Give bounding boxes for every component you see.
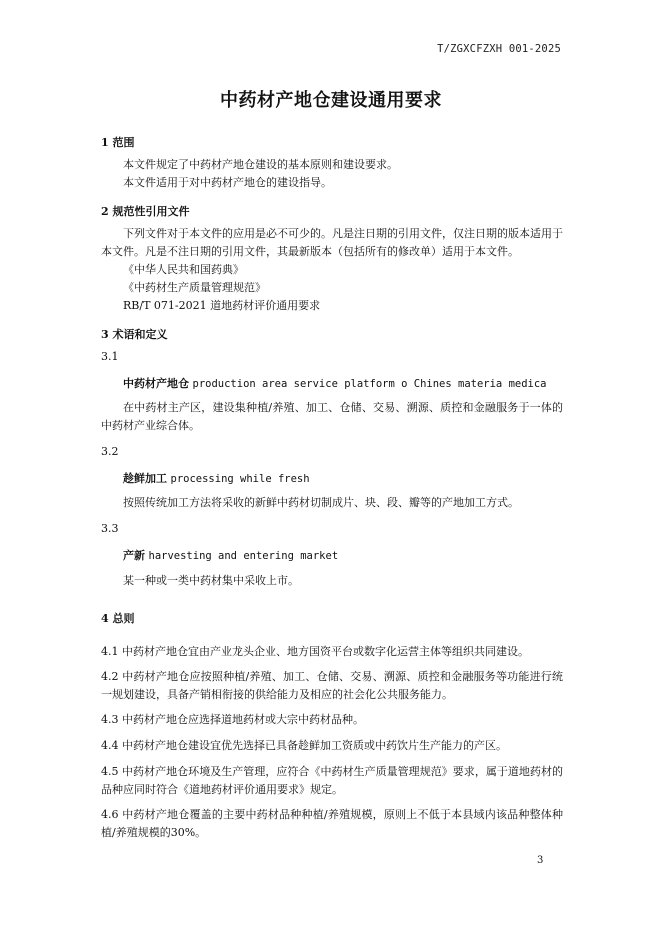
term-number: 3.1 <box>101 350 119 363</box>
term-en: harvesting and entering market <box>148 550 339 562</box>
section-heading-normative: 2 规范性引用文件 <box>101 205 190 218</box>
section-heading-general: 4 总则 <box>101 612 135 625</box>
term-zh: 趁鲜加工 <box>123 472 167 485</box>
reference-item: RB/T 071-2021 道地药材评价通用要求 <box>123 299 321 312</box>
general-clause: 4.5 中药材产地仓环境及生产管理，应符合《中药材生产质量管理规范》要求，属于道地药材的品种应同时符合《道地药材评价通用要求》规定。 <box>101 765 563 796</box>
scope-paragraph <box>101 156 563 192</box>
general-clause: 4.3 中药材产地仓应选择道地药材或大宗中药材品种。 <box>101 713 364 726</box>
general-clause: 4.4 中药材产地仓建设宜优先选择已具备趁鲜加工资质或中药饮片生产能力的产区。 <box>101 739 507 752</box>
section-heading-terms: 3 术语和定义 <box>101 328 168 341</box>
reference-list <box>101 261 563 315</box>
document-title: 中药材产地仓建设通用要求 <box>220 90 442 111</box>
page-number: 3 <box>537 855 544 866</box>
term-zh: 中药材产地仓 <box>123 377 189 390</box>
term-en: production area service platform o Chines materia medica <box>192 378 547 390</box>
general-clause: 4.2 中药材产地仓应按照种植/养殖、加工、仓储、交易、溯源、质控和金融服务等功能进行统一规划建设，具备产销相衔接的供给能力及相应的社会化公共服务能力。 <box>101 670 563 701</box>
general-clause: 4.6 中药材产地仓覆盖的主要中药材品种种植/养殖规模，原则上不低于本县域内该品种整体种植/养殖规模的30%。 <box>101 808 563 839</box>
term-title <box>123 375 547 391</box>
term-definition: 某一种或一类中药材集中采收上市。 <box>123 574 299 587</box>
term-en: processing while fresh <box>170 473 310 485</box>
term-definition: 在中药材主产区，建设集种植/养殖、加工、仓储、交易、溯源、质控和金融服务于一体的中药材产业综合体。 <box>101 401 563 432</box>
term-number: 3.3 <box>101 522 119 535</box>
term-title <box>123 470 310 486</box>
section-heading-scope: 1 范围 <box>101 136 135 149</box>
reference-item: 《中药材生产质量管理规范》 <box>123 281 266 294</box>
scope-line: 本文件规定了中药材产地仓建设的基本原则和建设要求。 <box>123 158 398 171</box>
general-clause: 4.1 中药材产地仓宜由产业龙头企业、地方国资平台或数字化运营主体等组织共同建设。 <box>101 645 529 658</box>
normative-intro: 下列文件对于本文件的应用是必不可少的。凡是注日期的引用文件，仅注日期的版本适用于本文件。凡是不注日期的引用文件，其最新版本（包括所有的修改单）适用于本文件。 <box>101 227 563 258</box>
standard-id: T/ZGXCFZXH 001-2025 <box>437 43 561 55</box>
term-definition: 按照传统加工方法将采收的新鲜中药材切制成片、块、段、瓣等的产地加工方式。 <box>123 496 519 509</box>
term-title <box>123 547 338 563</box>
reference-item: 《中华人民共和国药典》 <box>123 263 244 276</box>
term-zh: 产新 <box>123 549 145 562</box>
term-number: 3.2 <box>101 445 119 458</box>
scope-line: 本文件适用于对中药材产地仓的建设指导。 <box>123 176 332 189</box>
